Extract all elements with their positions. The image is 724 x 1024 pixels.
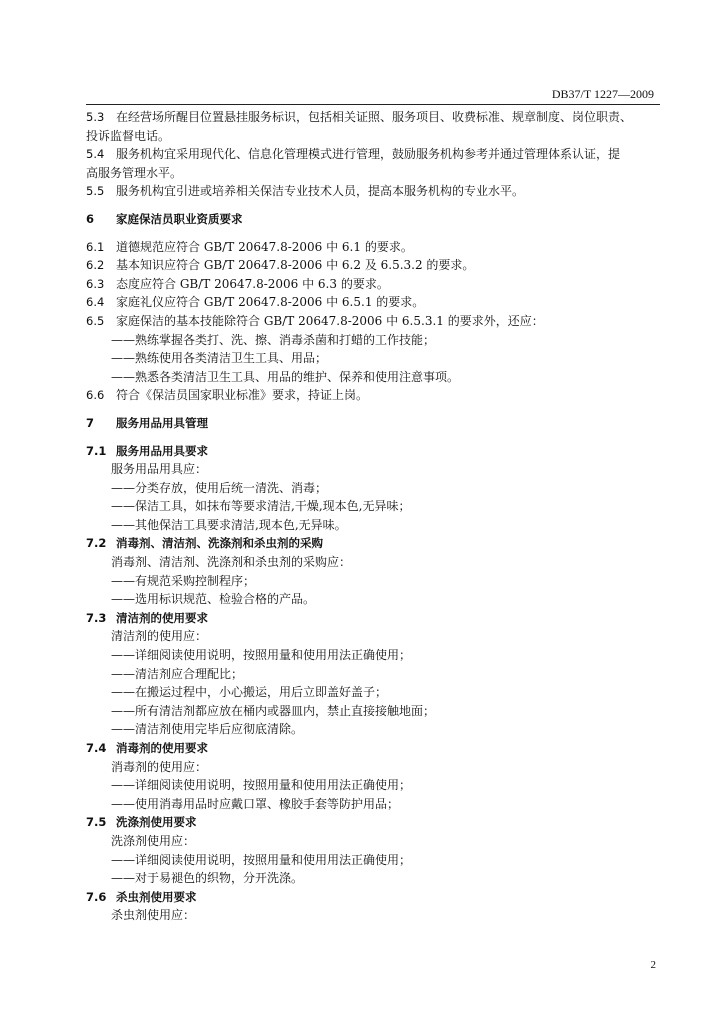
list-item: ——其他保洁工具要求清洁,现本色,无异味。 bbox=[111, 517, 347, 532]
subsection-title: 杀虫剂使用要求 bbox=[116, 889, 197, 904]
list-item: ——详细阅读使用说明，按照用量和使用用法正确使用； bbox=[111, 648, 412, 663]
clause-number: 6.3 bbox=[86, 276, 105, 291]
list-intro: 杀虫剂使用应： bbox=[111, 908, 196, 923]
list-item: ——详细阅读使用说明，按照用量和使用用法正确使用； bbox=[111, 778, 412, 793]
list-item: ——使用消毒用品时应戴口罩、橡胶手套等防护用品； bbox=[111, 796, 400, 811]
list-intro: 洗涤剂使用应： bbox=[111, 833, 196, 848]
clause-text: 符合《保洁员国家职业标准》要求，持证上岗。 bbox=[116, 388, 369, 403]
subsection-title: 消毒剂、清洁剂、洗涤剂和杀虫剂的采购 bbox=[116, 536, 323, 551]
clause-6-3 bbox=[86, 275, 658, 294]
clause-number: 5.3 bbox=[86, 110, 105, 124]
clause-6-5 bbox=[86, 312, 658, 331]
list-item: ——对于易褪色的织物，分开洗涤。 bbox=[111, 871, 304, 886]
clause-6-1 bbox=[86, 238, 658, 257]
list-item: ——熟练掌握各类打、洗、擦、消毒杀菌和打蜡的工作技能； bbox=[111, 332, 436, 347]
list-item: ——清洁剂应合理配比； bbox=[111, 666, 244, 681]
clause-6-6 bbox=[86, 386, 658, 405]
clause-5-4 bbox=[86, 145, 658, 164]
subsection-number: 7.4 bbox=[86, 741, 107, 755]
list-item: ——在搬运过程中，小心搬运，用后立即盖好盖子； bbox=[111, 685, 388, 700]
subsection-heading-7-5 bbox=[86, 813, 658, 832]
subsection-heading-7-4 bbox=[86, 739, 658, 758]
clause-text: 家庭保洁的基本技能除符合 GB/T 20647.8-2006 中 6.5.3.1 的要求外，还应： bbox=[116, 313, 544, 328]
clause-text: 在经营场所醒目位置悬挂服务标识，包括相关证照、服务项目、收费标准、规章制度、岗位职责、 bbox=[116, 110, 633, 124]
list-item: ——保洁工具，如抹布等要求清洁,干燥,现本色,无异味； bbox=[111, 499, 411, 514]
clause-number: 6.6 bbox=[86, 388, 105, 403]
header-rule bbox=[86, 104, 660, 105]
clause-number: 6.4 bbox=[86, 295, 105, 310]
list-item: ——有规范采购控制程序； bbox=[111, 573, 256, 588]
clause-number: 6.2 bbox=[86, 258, 105, 273]
subsection-heading-7-6 bbox=[86, 888, 658, 907]
clause-6-4 bbox=[86, 293, 658, 312]
list-intro: 消毒剂的使用应： bbox=[111, 759, 208, 774]
clause-5-4-cont: 高服务管理水平。 bbox=[86, 165, 183, 180]
clause-5-3-cont: 投诉监督电话。 bbox=[86, 128, 171, 143]
list-item: ——熟悉各类清洁卫生工具、用品的维护、保养和使用注意事项。 bbox=[111, 369, 460, 384]
section-number: 6 bbox=[86, 211, 95, 226]
clause-5-3 bbox=[86, 108, 658, 127]
subsection-heading-7-3 bbox=[86, 609, 658, 628]
page-number: 2 bbox=[650, 959, 656, 971]
clause-6-2 bbox=[86, 256, 658, 275]
section-heading-7 bbox=[86, 414, 658, 433]
clause-number: 6.1 bbox=[86, 239, 105, 254]
document-body bbox=[86, 108, 658, 925]
clause-text: 道德规范应符合 GB/T 20647.8-2006 中 6.1 的要求。 bbox=[116, 239, 413, 254]
list-intro: 清洁剂的使用应： bbox=[111, 629, 208, 644]
clause-number: 5.5 bbox=[86, 184, 105, 199]
subsection-number: 7.2 bbox=[86, 536, 107, 551]
list-item: ——清洁剂使用完毕后应彻底清除。 bbox=[111, 722, 304, 737]
clause-text: 基本知识应符合 GB/T 20647.8-2006 中 6.2 及 6.5.3.2 的要求。 bbox=[116, 258, 475, 273]
list-intro: 消毒剂、清洁剂、洗涤剂和杀虫剂的采购应： bbox=[111, 555, 352, 570]
clause-text: 家庭礼仪应符合 GB/T 20647.8-2006 中 6.5.1 的要求。 bbox=[116, 295, 425, 310]
list-item: ——熟练使用各类清洁卫生工具、用品； bbox=[111, 351, 328, 366]
list-item: ——选用标识规范、检验合格的产品。 bbox=[111, 592, 316, 607]
list-item: ——所有清洁剂都应放在桶内或器皿内，禁止直接接触地面； bbox=[111, 703, 436, 718]
subsection-title: 洗涤剂使用要求 bbox=[116, 815, 197, 830]
subsection-title: 消毒剂的使用要求 bbox=[116, 741, 208, 755]
clause-text: 服务机构宜采用现代化、信息化管理模式进行管理，鼓励服务机构参考并通过管理体系认证，提 bbox=[116, 147, 621, 162]
list-intro: 服务用品用具应： bbox=[111, 462, 208, 477]
subsection-heading-7-2 bbox=[86, 534, 658, 553]
clause-text: 态度应符合 GB/T 20647.8-2006 中 6.3 的要求。 bbox=[116, 276, 389, 291]
subsection-heading-7-1 bbox=[86, 442, 658, 461]
subsection-number: 7.5 bbox=[86, 815, 107, 830]
clause-number: 5.4 bbox=[86, 147, 105, 162]
subsection-number: 7.6 bbox=[86, 889, 107, 904]
section-number: 7 bbox=[86, 415, 95, 430]
subsection-title: 清洁剂的使用要求 bbox=[116, 610, 208, 625]
list-item: ——详细阅读使用说明，按照用量和使用用法正确使用； bbox=[111, 852, 412, 867]
list-item: ——分类存放，使用后统一清洗、消毒； bbox=[111, 480, 328, 495]
subsection-title: 服务用品用具要求 bbox=[116, 443, 208, 458]
subsection-number: 7.3 bbox=[86, 610, 107, 625]
section-title: 服务用品用具管理 bbox=[116, 415, 208, 430]
clause-number: 6.5 bbox=[86, 313, 105, 328]
subsection-number: 7.1 bbox=[86, 443, 107, 458]
clause-5-5 bbox=[86, 182, 658, 201]
doc-code-header: DB37/T 1227—2009 bbox=[551, 87, 654, 101]
section-title: 家庭保洁员职业资质要求 bbox=[116, 211, 243, 226]
clause-text: 服务机构宜引进或培养相关保洁专业技术人员，提高本服务机构的专业水平。 bbox=[116, 184, 525, 199]
section-heading-6 bbox=[86, 210, 658, 229]
